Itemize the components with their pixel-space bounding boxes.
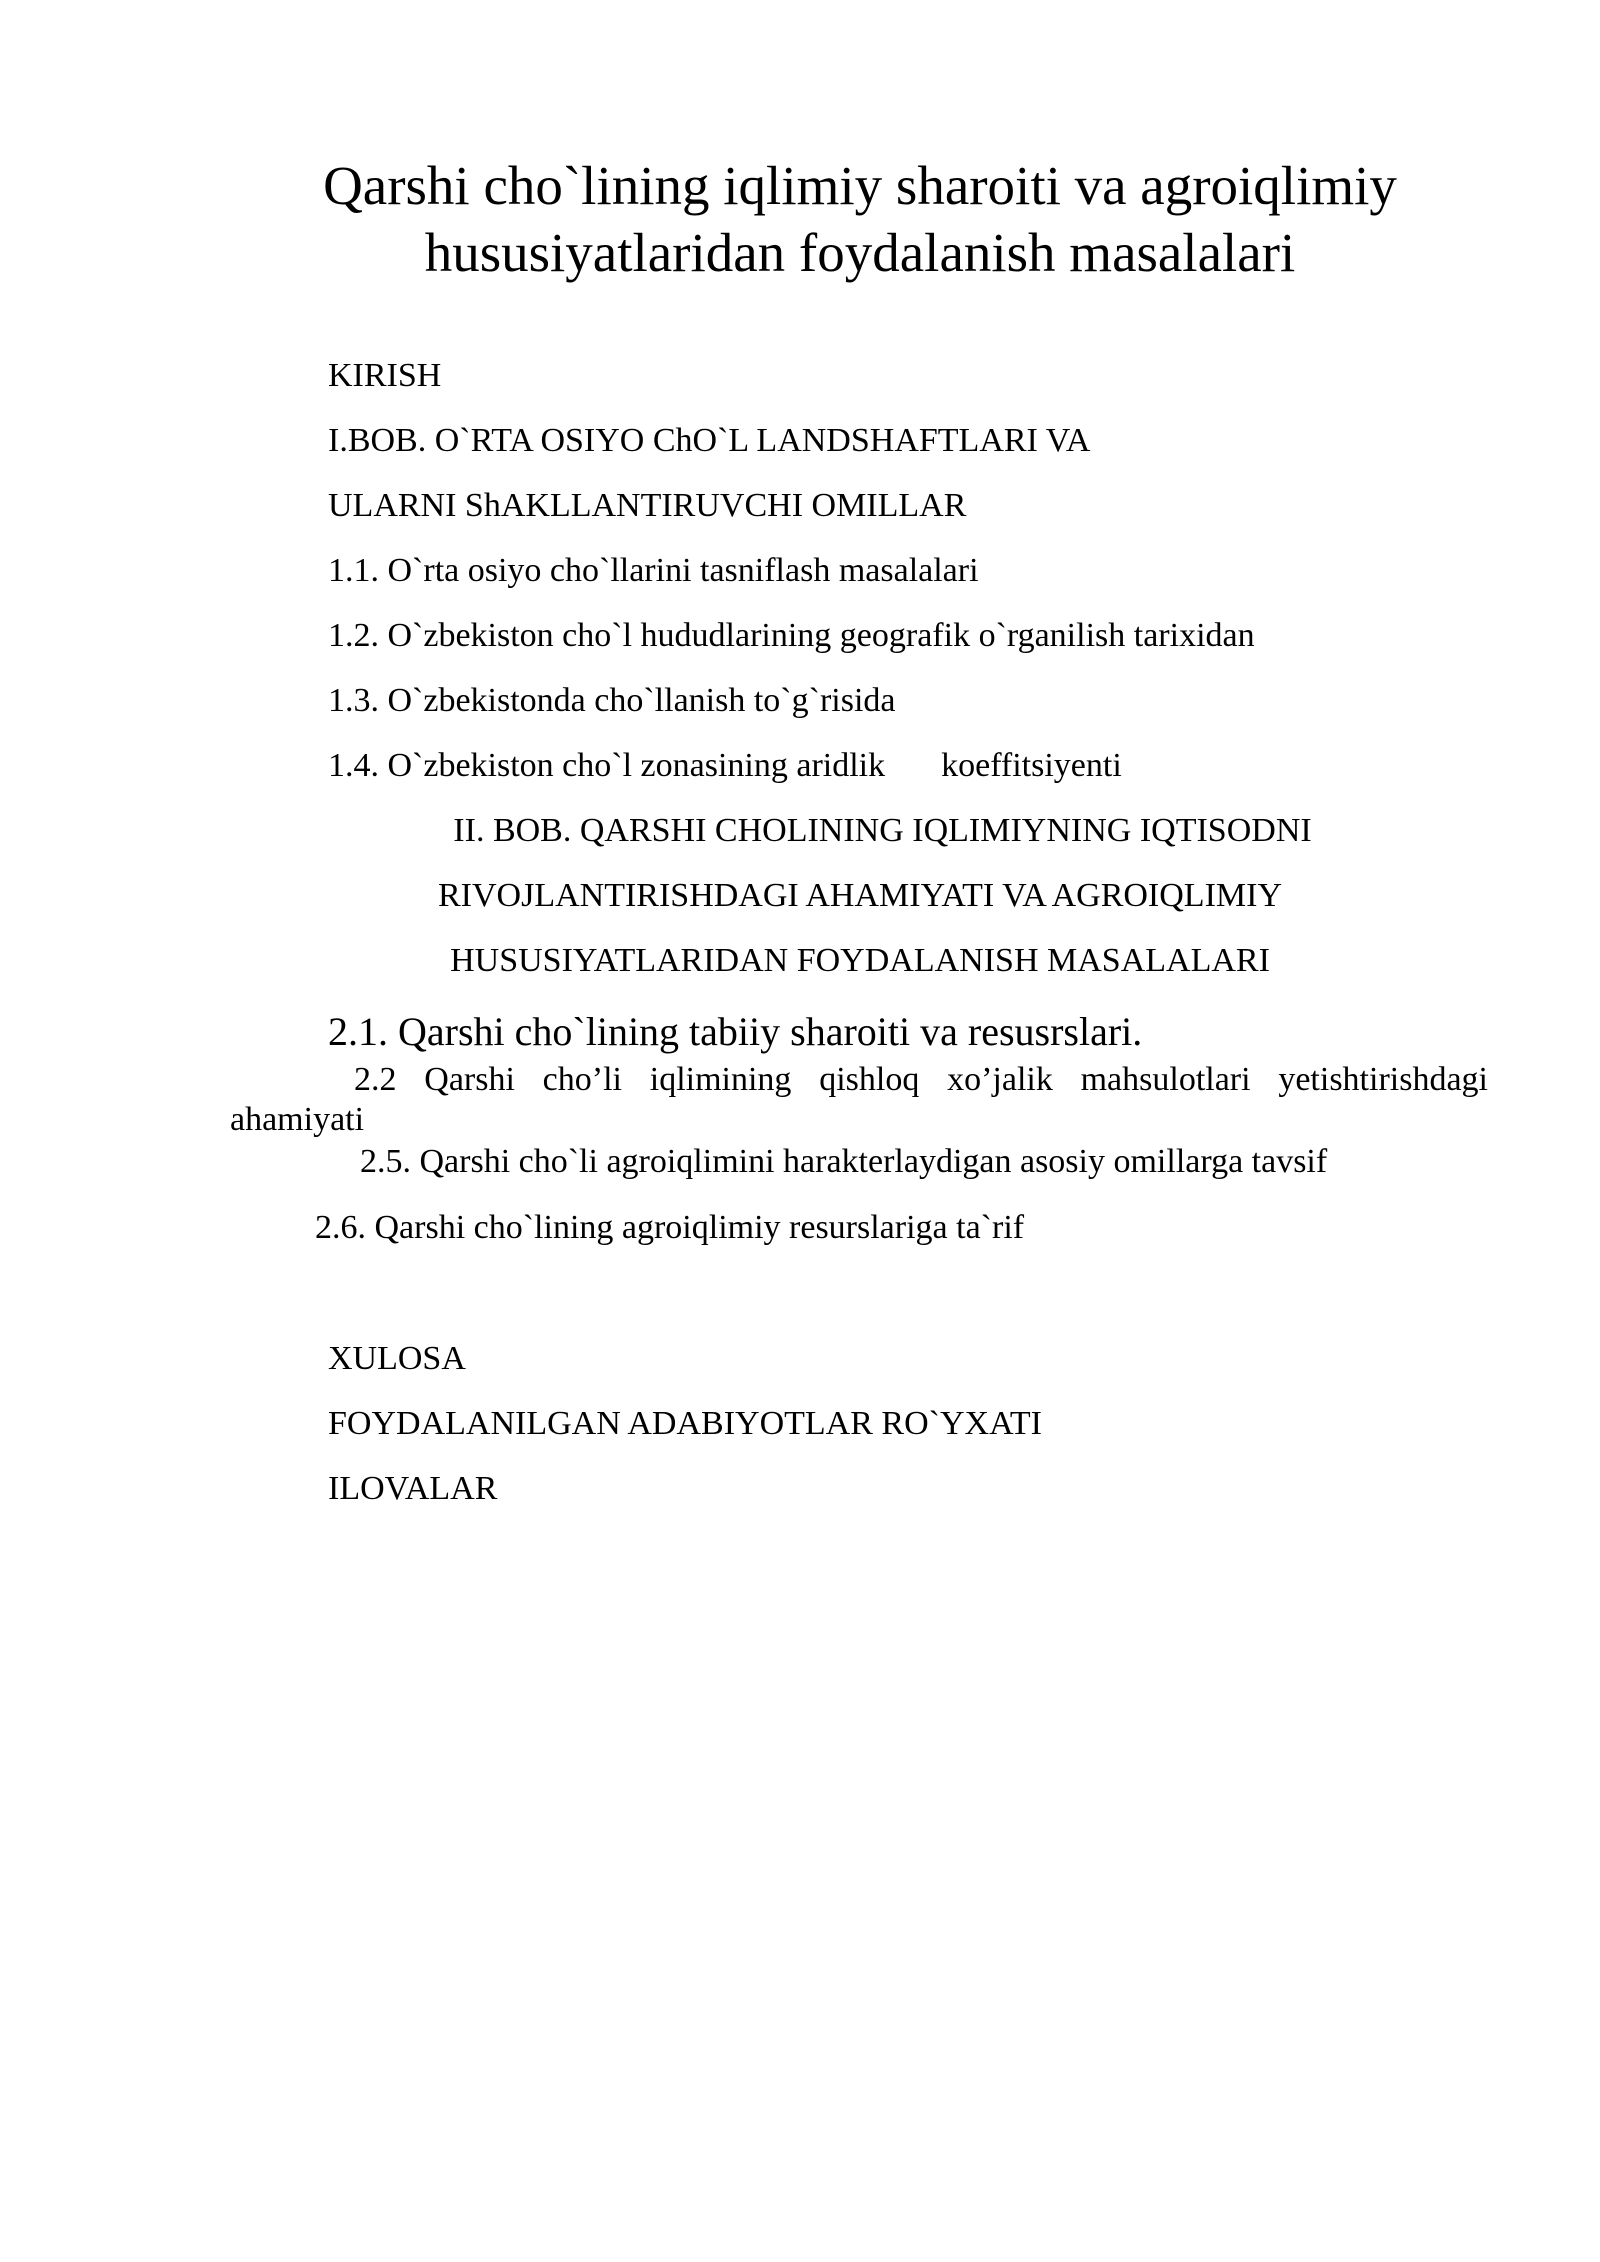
toc-section-1-4-part-2: koeffitsiyenti	[941, 747, 1122, 784]
toc-chapter-2-heading-line-2: RIVOJLANTIRISHDAGI AHAMIYATI VA AGROIQLIMIY	[437, 877, 1283, 914]
toc-section-2-1: 2.1. Qarshi cho`lining tabiiy sharoiti va resusrslari.	[328, 1009, 1143, 1054]
toc-chapter-2-heading-line-1: II. BOB. QARSHI CHOLINING IQLIMIYNING IQTISODNI	[453, 812, 1312, 849]
toc-introduction: KIRISH	[328, 357, 442, 394]
toc-chapter-2-heading-line-3: HUSUSIYATLARIDAN FOYDALANISH MASALALARI	[450, 942, 1270, 979]
toc-section-1-1: 1.1. O`rta osiyo cho`llarini tasniflash masalalari	[328, 552, 979, 589]
toc-section-2-2: 2.2 Qarshi cho’li iqlimining qishloq xo’jalik mahsulotlari yetishtirishdagi ahamiyati	[230, 1061, 1488, 1138]
toc-section-1-3: 1.3. O`zbekistonda cho`llanish to`g`risida	[328, 682, 896, 719]
toc-appendices: ILOVALAR	[328, 1470, 498, 1507]
document-title	[200, 152, 1520, 286]
toc-section-1-2: 1.2. O`zbekiston cho`l hududlarining geografik o`rganilish tarixidan	[328, 617, 1255, 654]
toc-chapter-1-heading-line-2: ULARNI ShAKLLANTIRUVCHI OMILLAR	[328, 487, 967, 524]
toc-section-1-4	[328, 746, 1122, 786]
toc-references: FOYDALANILGAN ADABIYOTLAR RO`YXATI	[328, 1405, 1042, 1442]
toc-conclusion: XULOSA	[328, 1340, 466, 1377]
toc-section-2-5: 2.5. Qarshi cho`li agroiqlimini harakterlaydigan asosiy omillarga tavsif	[360, 1143, 1328, 1180]
toc-section-2-6: 2.6. Qarshi cho`lining agroiqlimiy resurslariga ta`rif	[315, 1209, 1025, 1246]
title-line-2: hususiyatlaridan foydalanish masalalari	[424, 222, 1296, 283]
title-line-1: Qarshi cho`lining iqlimiy sharoiti va agroiqlimiy	[323, 155, 1397, 216]
toc-chapter-1-heading-line-1: I.BOB. O`RTA OSIYO ChO`L LANDSHAFTLARI VA	[328, 422, 1091, 459]
toc-section-1-4-part-1: 1.4. O`zbekiston cho`l zonasining aridlik	[328, 747, 886, 784]
